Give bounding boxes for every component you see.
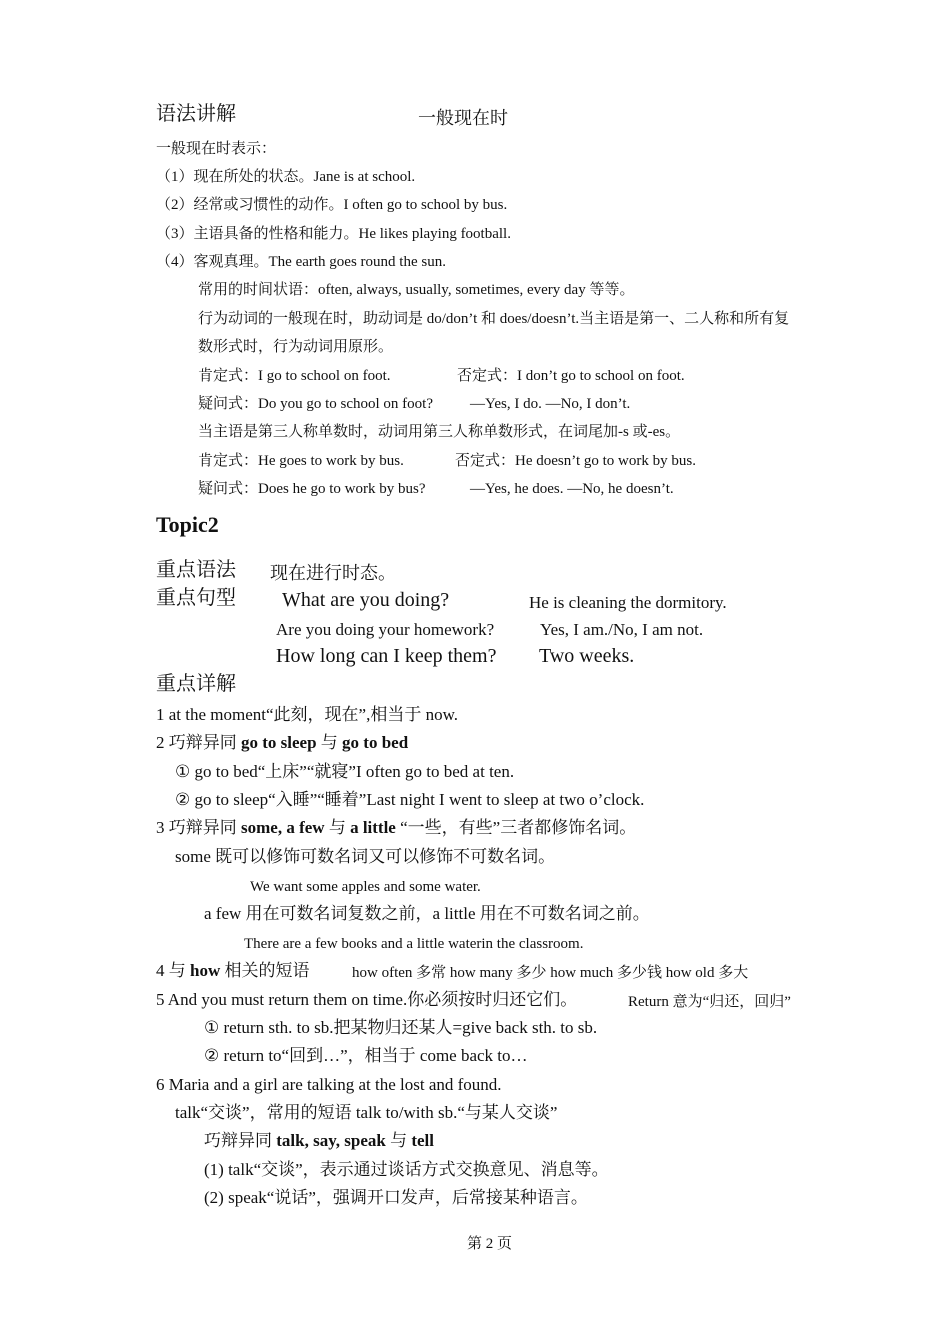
detail-2-prefix: 2 巧辩异同 [156, 733, 241, 752]
detail-2-conj: 与 [316, 733, 343, 752]
grammar-use-1: （1）现在所处的状态。Jane is at school. [156, 169, 416, 185]
detail-3-heading [156, 818, 636, 838]
detail-5-item-2: ② return to“回到…”，相当于 come back to… [204, 1046, 528, 1065]
key-sentence-1: What are you doing? [282, 589, 450, 611]
detail-3-term-1: some, a few [241, 818, 325, 837]
grammar-affirmative-1: 肯定式：I go to school on foot. [198, 368, 391, 384]
detail-3-line-1: some 既可以修饰可数名词又可以修饰不可数名词。 [175, 847, 556, 866]
grammar-use-4: （4）客观真理。The earth goes round the sun. [156, 254, 446, 270]
grammar-negative-2: 否定式：He doesn’t go to work by bus. [455, 453, 696, 469]
detail-6-line-1: talk“交谈”，常用的短语 talk to/with sb.“与某人交谈” [175, 1103, 558, 1122]
detail-3-line-2: a few 用在可数名词复数之前，a little 用在不可数名词之前。 [204, 904, 650, 923]
key-sentences-label: 重点句型 [156, 587, 236, 609]
detail-6-conj: 与 [385, 1131, 412, 1150]
detail-5-note: Return 意为“归还，回归” [628, 994, 791, 1010]
detail-3-example-1: We want some apples and some water. [250, 879, 481, 895]
detail-3-term-2: a little [350, 818, 396, 837]
detail-3-conj: 与 [324, 818, 351, 837]
detail-3-example-2: There are a few books and a little waterin the classroom. [244, 936, 584, 952]
page-number: 第 2 页 [467, 1236, 513, 1252]
section-heading-grammar: 语法讲解 [156, 103, 236, 125]
detail-4-phrases: how often 多常 how many 多少 how much 多少钱 how old 多大 [352, 965, 749, 981]
key-sentence-3: How long can I keep them? [276, 645, 497, 667]
detail-4-heading [156, 961, 309, 981]
detail-4-prefix: 4 与 [156, 961, 190, 980]
grammar-use-2: （2）经常或习惯性的动作。I often go to school by bus. [156, 197, 508, 213]
key-grammar-value: 现在进行时态。 [270, 563, 396, 583]
grammar-rule-1b: 数形式时，行为动词用原形。 [198, 339, 394, 355]
detail-6-heading [204, 1131, 434, 1151]
details-label: 重点详解 [156, 673, 236, 695]
detail-3-prefix: 3 巧辩异同 [156, 818, 241, 837]
key-sentence-3-answer: Two weeks. [539, 645, 635, 667]
detail-6-term-2: tell [411, 1131, 434, 1150]
grammar-title: 一般现在时 [418, 108, 508, 128]
topic-title: Topic2 [156, 512, 219, 537]
detail-2-heading [156, 733, 408, 753]
grammar-rule-1a: 行为动词的一般现在时，助动词是 do/don’t 和 does/doesn’t.当主语是第一、二人称和所有复 [198, 311, 790, 327]
detail-6-item-1: (1) talk“交谈”，表示通过谈话方式交换意见、消息等。 [204, 1160, 609, 1179]
key-sentence-1-answer: He is cleaning the dormitory. [529, 593, 727, 612]
grammar-answer-1: —Yes, I do. —No, I don’t. [470, 396, 631, 412]
grammar-rule-2: 当主语是第三人称单数时，动词用第三人称单数形式，在词尾加-s 或-es。 [198, 424, 681, 440]
grammar-question-2: 疑问式：Does he go to work by bus? [198, 481, 426, 497]
grammar-question-1: 疑问式：Do you go to school on foot? [198, 396, 433, 412]
detail-2-term-1: go to sleep [241, 733, 317, 752]
detail-6-item-2: (2) speak“说话”，强调开口发声，后常接某种语言。 [204, 1188, 588, 1207]
detail-5-item-1: ① return sth. to sb.把某物归还某人=give back sth. to sb. [204, 1018, 598, 1037]
grammar-answer-2: —Yes, he does. —No, he doesn’t. [470, 481, 674, 497]
grammar-use-3: （3）主语具备的性格和能力。He likes playing football. [156, 226, 511, 242]
detail-2-item-1: ① go to bed“上床”“就寝”I often go to bed at ten. [175, 762, 515, 781]
grammar-adverbs: 常用的时间状语：often, always, usually, sometimes, every day 等等。 [198, 282, 635, 298]
key-grammar-label: 重点语法 [156, 559, 236, 581]
detail-6-term-1: talk, say, speak [276, 1131, 386, 1150]
detail-3-suffix: “一些，有些”三者都修饰名词。 [395, 818, 637, 837]
key-sentence-2-answer: Yes, I am./No, I am not. [540, 620, 704, 639]
detail-6-prefix: 巧辩异同 [204, 1131, 277, 1150]
grammar-negative-1: 否定式：I don’t go to school on foot. [457, 368, 685, 384]
detail-4-term: how [190, 961, 221, 980]
detail-1: 1 at the moment“此刻，现在”,相当于 now. [156, 705, 459, 724]
grammar-intro: 一般现在时表示： [156, 141, 277, 157]
detail-2-term-2: go to bed [342, 733, 409, 752]
detail-6: 6 Maria and a girl are talking at the lost and found. [156, 1075, 502, 1094]
grammar-affirmative-2: 肯定式：He goes to work by bus. [198, 453, 404, 469]
detail-2-item-2: ② go to sleep“入睡”“睡着”Last night I went to sleep at two o’clock. [175, 790, 645, 809]
detail-4-suffix: 相关的短语 [220, 961, 310, 980]
key-sentence-2: Are you doing your homework? [276, 620, 495, 639]
detail-5: 5 And you must return them on time.你必须按时归还它们。 [156, 990, 578, 1009]
